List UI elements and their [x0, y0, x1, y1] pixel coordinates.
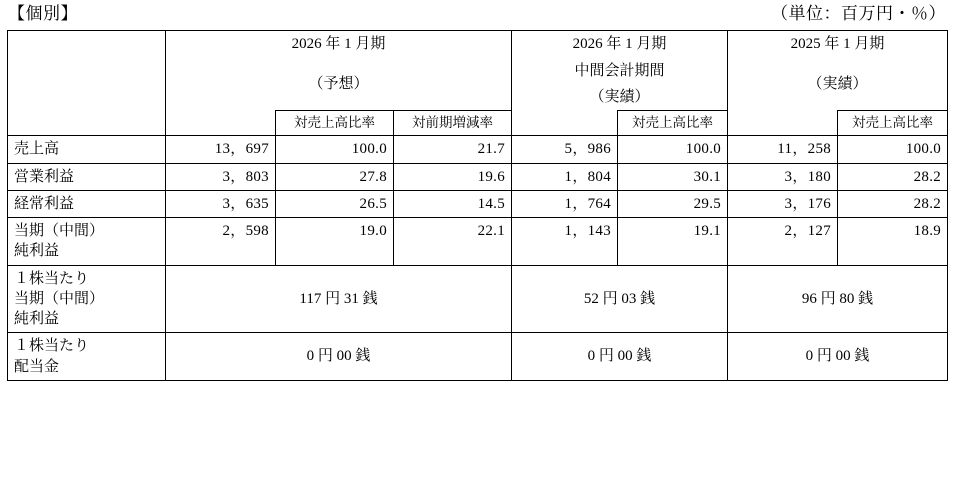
cell-sales-forecast-yoy: 21.7 [394, 136, 512, 163]
row-label-dividend [8, 333, 166, 381]
cell-net-forecast-amount: 2，598 [166, 218, 276, 266]
cell-net-prev-ratio: 18.9 [838, 218, 948, 266]
row-label-eps-line1: １株当たり [14, 270, 90, 287]
cell-operating-forecast-amount: 3，803 [166, 163, 276, 190]
table-row [8, 333, 948, 381]
cell-net-forecast-ratio: 19.0 [276, 218, 394, 266]
group-forecast-title-line2: （予想） [166, 58, 512, 111]
cell-sales-interim-amount: 5，986 [512, 136, 618, 163]
unit-note: （単位：百万円・％） [771, 4, 946, 23]
cell-sales-prev-ratio: 100.0 [838, 136, 948, 163]
cell-sales-forecast-amount: 13，697 [166, 136, 276, 163]
table-header-row-1 [8, 31, 948, 58]
group-interim-title-line1: 2026 年 1 月期 [512, 31, 728, 58]
document-header [0, 0, 954, 30]
row-label-dividend-line1: １株当たり [14, 338, 90, 355]
row-label-sales: 売上高 [8, 136, 166, 163]
subheader-forecast-yoy: 対前期増減率 [394, 111, 512, 136]
cell-ordinary-forecast-ratio: 26.5 [276, 190, 394, 217]
row-label-net-income-line2: 純利益 [14, 243, 60, 260]
cell-ordinary-prev-amount: 3，176 [728, 190, 838, 217]
row-label-eps [8, 265, 166, 333]
cell-operating-forecast-yoy: 19.6 [394, 163, 512, 190]
financial-table [7, 30, 948, 380]
cell-ordinary-forecast-amount: 3，635 [166, 190, 276, 217]
cell-dividend-prev: 0 円 00 銭 [728, 333, 948, 381]
cell-eps-prev: 96 円 80 銭 [728, 265, 948, 333]
row-label-ordinary-income: 経常利益 [8, 190, 166, 217]
cell-sales-prev-amount: 11，258 [728, 136, 838, 163]
cell-dividend-forecast: 0 円 00 銭 [166, 333, 512, 381]
subheader-interim-ratio: 対売上高比率 [618, 111, 728, 136]
group-prev-title-line1: 2025 年 1 月期 [728, 31, 948, 58]
cell-operating-prev-amount: 3，180 [728, 163, 838, 190]
cell-eps-interim: 52 円 03 銭 [512, 265, 728, 333]
group-interim-title-line3: （実績） [512, 84, 728, 111]
subheader-prev-ratio: 対売上高比率 [838, 111, 948, 136]
group-forecast-title-line1: 2026 年 1 月期 [166, 31, 512, 58]
row-label-eps-line3: 純利益 [14, 311, 60, 328]
cell-ordinary-prev-ratio: 28.2 [838, 190, 948, 217]
row-label-dividend-line2: 配当金 [14, 358, 60, 375]
row-label-operating-income: 営業利益 [8, 163, 166, 190]
cell-sales-interim-ratio: 100.0 [618, 136, 728, 163]
row-label-net-income-line1: 当期（中間） [14, 223, 105, 240]
group-prev-title-line2: （実績） [728, 58, 948, 111]
table-row [8, 136, 948, 163]
subheader-forecast-amount-blank [166, 111, 276, 136]
cell-ordinary-interim-amount: 1，764 [512, 190, 618, 217]
cell-ordinary-forecast-yoy: 14.5 [394, 190, 512, 217]
row-label-net-income [8, 218, 166, 266]
cell-ordinary-interim-ratio: 29.5 [618, 190, 728, 217]
header-corner-cell [8, 31, 166, 136]
page-title: 【個別】 [8, 4, 78, 23]
cell-net-forecast-yoy: 22.1 [394, 218, 512, 266]
cell-net-prev-amount: 2，127 [728, 218, 838, 266]
table-row [8, 163, 948, 190]
group-interim-title-line2: 中間会計期間 [512, 58, 728, 84]
cell-operating-interim-amount: 1，804 [512, 163, 618, 190]
subheader-prev-amount-blank [728, 111, 838, 136]
subheader-interim-amount-blank [512, 111, 618, 136]
subheader-forecast-ratio: 対売上高比率 [276, 111, 394, 136]
cell-net-interim-amount: 1，143 [512, 218, 618, 266]
cell-operating-prev-ratio: 28.2 [838, 163, 948, 190]
table-row [8, 218, 948, 266]
cell-dividend-interim: 0 円 00 銭 [512, 333, 728, 381]
cell-operating-interim-ratio: 30.1 [618, 163, 728, 190]
cell-operating-forecast-ratio: 27.8 [276, 163, 394, 190]
table-row [8, 265, 948, 333]
row-label-eps-line2: 当期（中間） [14, 290, 105, 307]
cell-net-interim-ratio: 19.1 [618, 218, 728, 266]
table-row [8, 190, 948, 217]
cell-sales-forecast-ratio: 100.0 [276, 136, 394, 163]
cell-eps-forecast: 117 円 31 銭 [166, 265, 512, 333]
